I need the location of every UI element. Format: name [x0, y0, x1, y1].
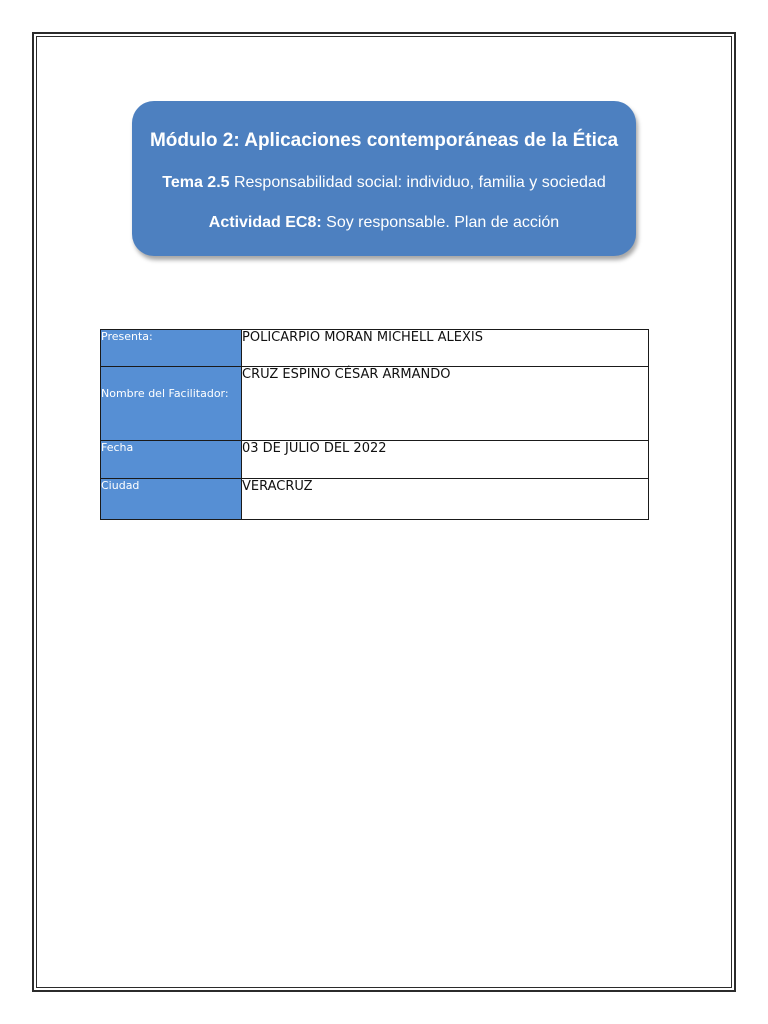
info-table	[100, 329, 649, 520]
topic-text: Responsabilidad social: individuo, familia y sociedad	[229, 174, 606, 191]
label-facilitador-text: Nombre del Facilitador:	[101, 387, 229, 400]
table-row	[101, 367, 649, 441]
table-row	[101, 330, 649, 367]
table-row	[101, 479, 649, 520]
module-title: Módulo 2: Aplicaciones contemporáneas de la Ética	[149, 130, 619, 151]
label-presenta: Presenta:	[101, 330, 242, 367]
value-fecha: 03 DE JULIO DEL 2022	[242, 441, 649, 479]
activity-text: Soy responsable. Plan de acción	[321, 214, 560, 231]
activity-label: Actividad EC8:	[208, 214, 322, 231]
value-facilitador: CRUZ ESPINO CÉSAR ARMANDO	[242, 367, 649, 441]
value-ciudad: VERACRUZ	[242, 479, 649, 520]
title-banner	[132, 101, 636, 256]
topic-line	[132, 174, 636, 192]
table-row	[101, 441, 649, 479]
topic-label: Tema 2.5	[162, 174, 230, 191]
label-ciudad: Ciudad	[101, 479, 242, 520]
label-fecha: Fecha	[101, 441, 242, 479]
value-presenta: POLICARPIO MORAN MICHELL ALEXIS	[242, 330, 649, 367]
activity-line	[132, 214, 636, 232]
label-facilitador	[101, 367, 242, 441]
